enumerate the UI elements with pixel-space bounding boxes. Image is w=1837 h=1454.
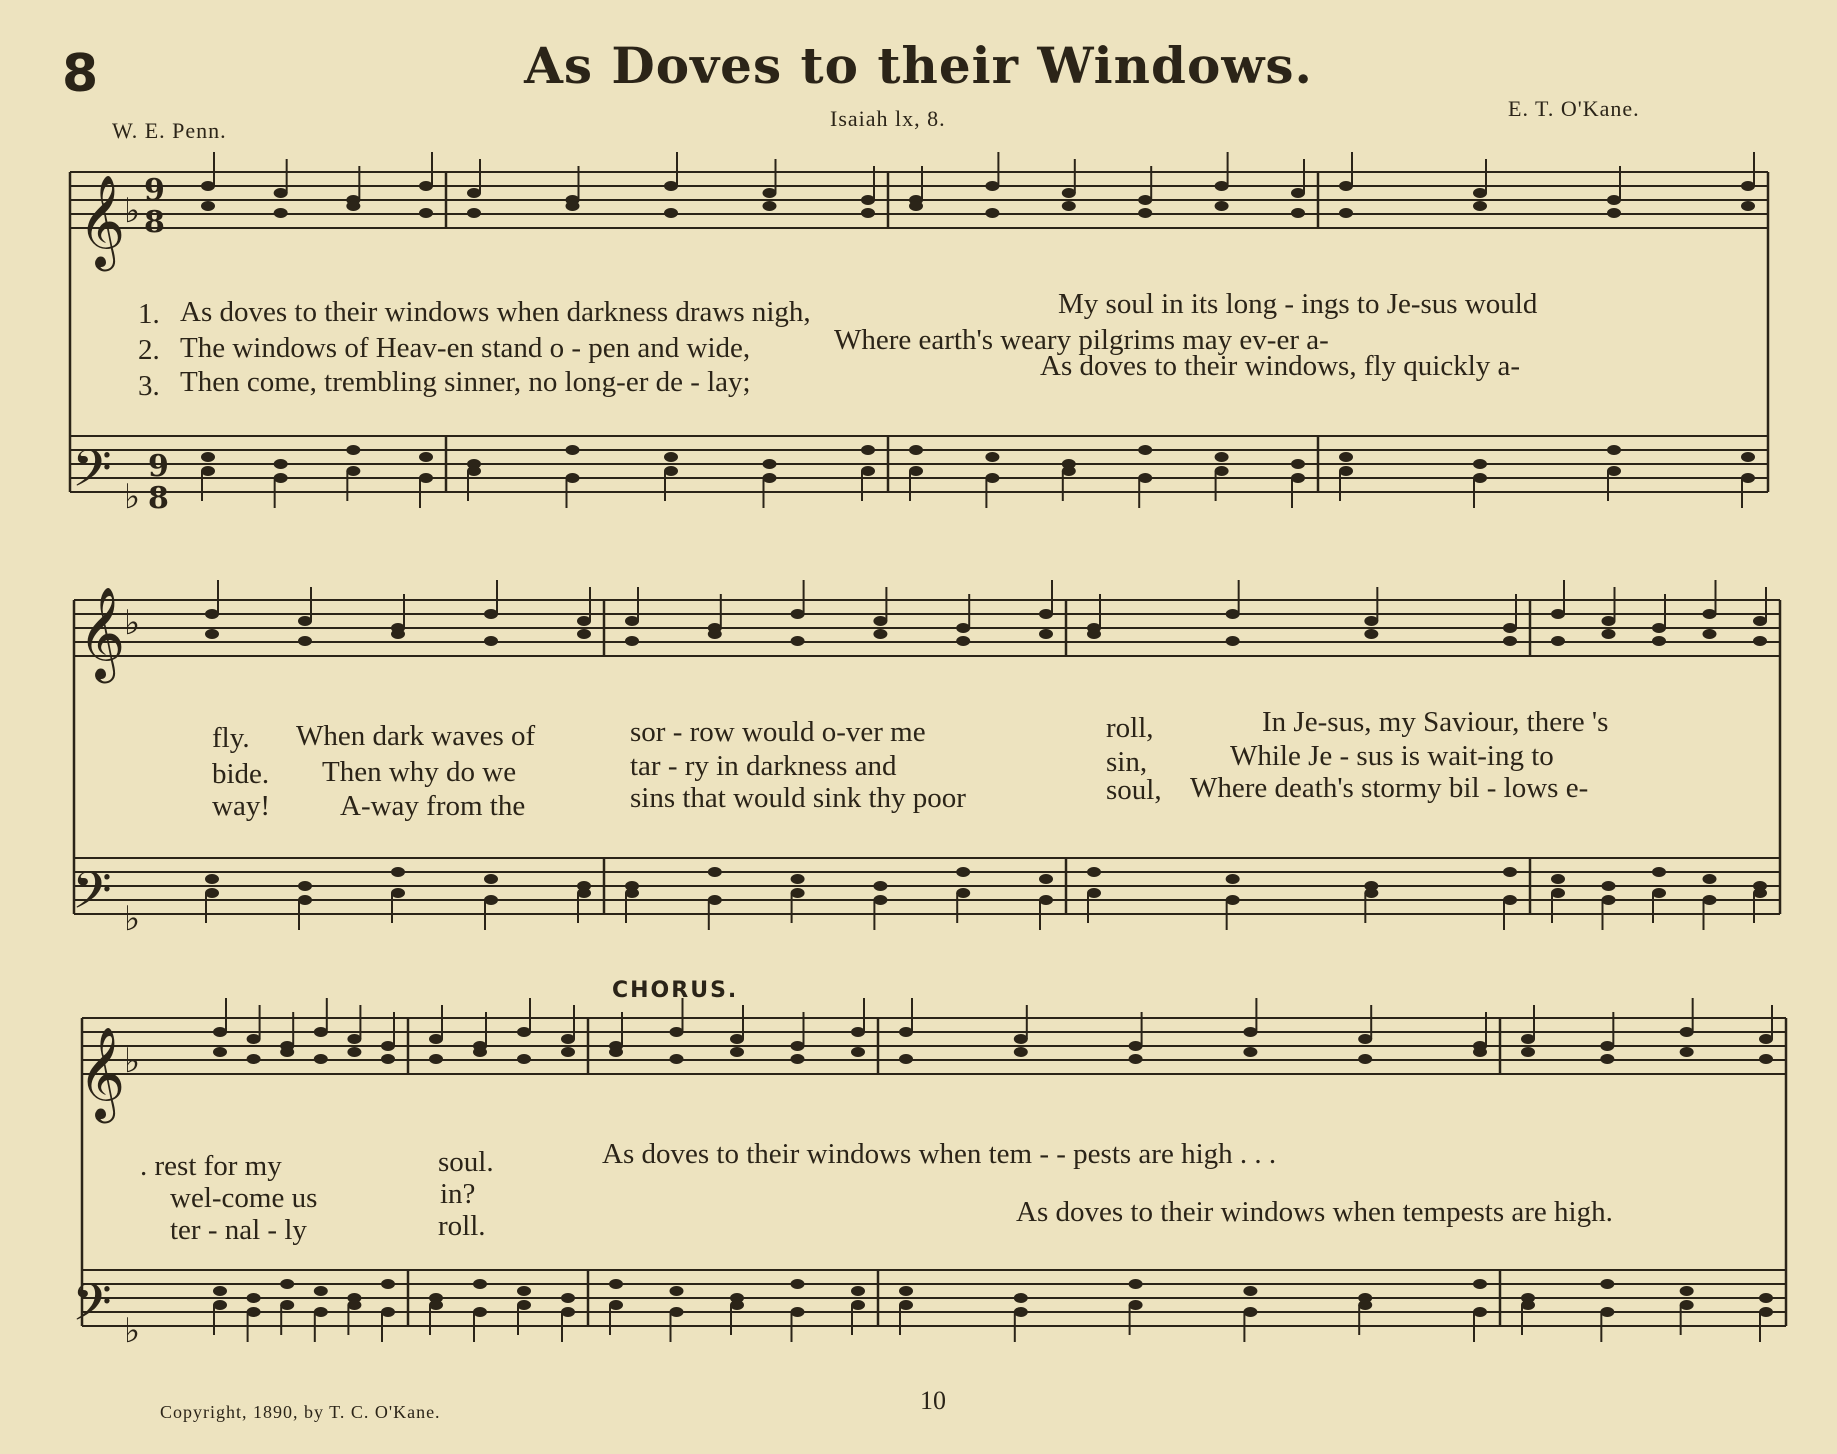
note-head	[1014, 1034, 1028, 1044]
note-head	[346, 445, 360, 455]
lyric-line: ter - nal - ly	[170, 1214, 307, 1246]
note-head	[1551, 888, 1565, 898]
note-head	[1607, 466, 1621, 476]
note-head	[1215, 201, 1229, 211]
note-head	[664, 181, 678, 191]
note-head	[1138, 445, 1152, 455]
note-head	[956, 867, 970, 877]
lyric-line: Then come, trembling sinner, no long-er de - lay;	[180, 366, 751, 398]
lyric-line: When dark waves of	[296, 720, 536, 752]
note-head	[1014, 1293, 1028, 1303]
note-head	[280, 1279, 294, 1289]
note-head	[1473, 1307, 1487, 1317]
note-head	[1652, 867, 1666, 877]
note-head	[213, 1300, 227, 1310]
note-head	[708, 629, 722, 639]
note-head	[1602, 616, 1616, 626]
note-head	[873, 629, 887, 639]
time-sig-top: 9	[144, 173, 165, 208]
note-head	[247, 1307, 261, 1317]
note-head	[213, 1286, 227, 1296]
note-head	[213, 1027, 227, 1037]
note-head	[625, 888, 639, 898]
note-head	[1062, 201, 1076, 211]
lyric-line: A-way from the	[340, 790, 526, 822]
note-head	[1703, 629, 1717, 639]
note-head	[473, 1047, 487, 1057]
note-head	[391, 867, 405, 877]
note-head	[956, 623, 970, 633]
bass-clef-icon: 𝄢	[72, 860, 112, 933]
note-head	[763, 201, 777, 211]
note-head	[298, 636, 312, 646]
note-head	[1521, 1300, 1535, 1310]
note-head	[1741, 201, 1755, 211]
note-head	[205, 629, 219, 639]
note-head	[1551, 609, 1565, 619]
lyric-line: sin,	[1106, 746, 1148, 778]
lyric-line: Then why do we	[322, 756, 517, 788]
verse-number: 1.	[138, 298, 160, 330]
note-head	[561, 1034, 575, 1044]
lyric-line: in?	[440, 1178, 476, 1210]
note-head	[1226, 636, 1240, 646]
note-head	[1473, 473, 1487, 483]
lyric-line: bide.	[212, 758, 270, 790]
note-head	[419, 473, 433, 483]
note-head	[467, 208, 481, 218]
note-head	[577, 616, 591, 626]
note-head	[956, 636, 970, 646]
note-head	[566, 473, 580, 483]
note-head	[1741, 181, 1755, 191]
note-head	[347, 1034, 361, 1044]
note-head	[429, 1034, 443, 1044]
note-head	[1014, 1047, 1028, 1057]
note-head	[985, 452, 999, 462]
note-head	[274, 188, 288, 198]
note-head	[1087, 888, 1101, 898]
note-head	[577, 888, 591, 898]
note-head	[1215, 181, 1229, 191]
note-head	[1339, 208, 1353, 218]
note-head	[1753, 888, 1767, 898]
note-head	[1039, 609, 1053, 619]
note-head	[664, 466, 678, 476]
note-head	[1602, 895, 1616, 905]
note-head	[1138, 195, 1152, 205]
lyric-line: The windows of Heav-en stand o - pen and wide,	[180, 332, 751, 364]
note-head	[1680, 1300, 1694, 1310]
note-head	[517, 1054, 531, 1064]
note-head	[391, 629, 405, 639]
lyric-line: As doves to their windows, fly quickly a-	[1040, 350, 1521, 382]
note-head	[956, 888, 970, 898]
note-head	[346, 201, 360, 211]
hymn-number: 8	[62, 44, 99, 104]
chorus-lyric-line: As doves to their windows when tempests are high.	[1016, 1196, 1613, 1228]
lyric-line: As doves to their windows when darkness draws nigh,	[180, 296, 811, 328]
note-head	[909, 201, 923, 211]
note-head	[298, 616, 312, 626]
note-head	[609, 1279, 623, 1289]
note-head	[985, 181, 999, 191]
note-head	[899, 1054, 913, 1064]
note-head	[201, 201, 215, 211]
lyric-line: wel-come us	[170, 1182, 318, 1214]
lyric-line: roll.	[438, 1210, 486, 1242]
note-head	[517, 1027, 531, 1037]
note-head	[1503, 623, 1517, 633]
note-head	[1473, 188, 1487, 198]
note-head	[561, 1047, 575, 1057]
note-head	[1339, 452, 1353, 462]
note-head	[1759, 1054, 1773, 1064]
note-head	[1521, 1047, 1535, 1057]
note-head	[429, 1300, 443, 1310]
note-head	[205, 609, 219, 619]
note-head	[730, 1300, 744, 1310]
note-head	[517, 1300, 531, 1310]
note-head	[1551, 636, 1565, 646]
note-head	[1364, 616, 1378, 626]
note-head	[1741, 452, 1755, 462]
time-sig-bottom: 8	[144, 205, 165, 240]
verse-number: 2.	[138, 334, 160, 366]
note-head	[670, 1054, 684, 1064]
note-head	[1138, 208, 1152, 218]
note-head	[1129, 1279, 1143, 1289]
note-head	[484, 874, 498, 884]
note-head	[429, 1054, 443, 1064]
note-head	[664, 452, 678, 462]
note-head	[1753, 616, 1767, 626]
verse-number: 3.	[138, 370, 160, 402]
note-head	[873, 881, 887, 891]
note-head	[247, 1034, 261, 1044]
note-head	[566, 445, 580, 455]
note-head	[899, 1286, 913, 1296]
note-head	[1215, 452, 1229, 462]
note-head	[1226, 874, 1240, 884]
note-head	[473, 1307, 487, 1317]
note-head	[851, 1047, 865, 1057]
note-head	[730, 1034, 744, 1044]
note-head	[1703, 895, 1717, 905]
note-head	[1607, 208, 1621, 218]
note-head	[899, 1300, 913, 1310]
note-head	[381, 1054, 395, 1064]
treble-clef-icon: 𝄞	[78, 174, 126, 267]
note-head	[274, 459, 288, 469]
note-head	[609, 1047, 623, 1057]
note-head	[1138, 473, 1152, 483]
note-head	[1473, 1279, 1487, 1289]
note-head	[851, 1300, 865, 1310]
note-head	[213, 1047, 227, 1057]
lyric-line: tar - ry in darkness and	[630, 750, 897, 782]
note-head	[625, 636, 639, 646]
lyric-line: roll,	[1106, 712, 1154, 744]
hymn-title: As Doves to their Windows.	[524, 36, 1313, 95]
note-head	[346, 466, 360, 476]
note-head	[1358, 1034, 1372, 1044]
note-head	[1652, 888, 1666, 898]
note-head	[985, 208, 999, 218]
note-head	[381, 1279, 395, 1289]
page-number: 10	[920, 1386, 946, 1415]
note-head	[1039, 629, 1053, 639]
note-head	[1129, 1300, 1143, 1310]
note-head	[1759, 1293, 1773, 1303]
note-head	[1473, 201, 1487, 211]
note-head	[1607, 445, 1621, 455]
chorus-label: CHORUS.	[612, 978, 739, 1003]
lyric-line: Where death's stormy bil - lows e-	[1190, 772, 1589, 804]
note-head	[1680, 1047, 1694, 1057]
note-head	[609, 1300, 623, 1310]
note-head	[1600, 1307, 1614, 1317]
note-head	[1243, 1286, 1257, 1296]
note-head	[201, 181, 215, 191]
note-head	[419, 208, 433, 218]
lyric-line: sins that would sink thy poor	[630, 782, 966, 814]
note-head	[1291, 459, 1305, 469]
note-head	[247, 1293, 261, 1303]
treble-clef-icon: 𝄞	[78, 586, 126, 679]
note-head	[381, 1307, 395, 1317]
note-head	[1358, 1054, 1372, 1064]
note-head	[708, 895, 722, 905]
note-head	[1521, 1034, 1535, 1044]
note-head	[1339, 466, 1353, 476]
lyric-line: soul,	[1106, 774, 1162, 806]
note-head	[1680, 1286, 1694, 1296]
note-head	[298, 881, 312, 891]
note-head	[730, 1047, 744, 1057]
note-head	[985, 473, 999, 483]
note-head	[1753, 636, 1767, 646]
note-head	[763, 473, 777, 483]
note-head	[1652, 623, 1666, 633]
note-head	[1129, 1041, 1143, 1051]
note-head	[1503, 867, 1517, 877]
flat-icon: ♭	[124, 899, 141, 939]
note-head	[566, 201, 580, 211]
note-head	[467, 466, 481, 476]
note-head	[247, 1054, 261, 1064]
flat-icon: ♭	[124, 1311, 141, 1351]
lyric-line: way!	[212, 790, 270, 822]
note-head	[861, 195, 875, 205]
scripture-reference: Isaiah lx, 8.	[830, 106, 946, 131]
note-head	[1551, 874, 1565, 884]
note-head	[274, 473, 288, 483]
note-head	[1215, 466, 1229, 476]
note-head	[298, 895, 312, 905]
bass-clef-icon: 𝄢	[72, 1272, 112, 1345]
note-head	[484, 636, 498, 646]
bass-clef-icon: 𝄢	[72, 438, 112, 511]
note-head	[873, 895, 887, 905]
note-head	[1503, 636, 1517, 646]
note-head	[909, 445, 923, 455]
note-head	[205, 874, 219, 884]
note-head	[1062, 466, 1076, 476]
note-head	[1600, 1041, 1614, 1051]
flat-icon: ♭	[124, 477, 141, 517]
note-head	[1602, 881, 1616, 891]
note-head	[664, 208, 678, 218]
flat-icon: ♭	[124, 191, 141, 231]
note-head	[1129, 1054, 1143, 1064]
chorus-lyric-line: As doves to their windows when tem - - pests are high . . .	[602, 1138, 1277, 1170]
note-head	[1062, 188, 1076, 198]
note-head	[314, 1307, 328, 1317]
note-head	[1759, 1034, 1773, 1044]
note-head	[561, 1293, 575, 1303]
note-head	[205, 888, 219, 898]
note-head	[791, 1307, 805, 1317]
note-head	[391, 888, 405, 898]
note-head	[1291, 473, 1305, 483]
note-head	[347, 1300, 361, 1310]
note-head	[473, 1279, 487, 1289]
note-head	[1087, 867, 1101, 877]
note-head	[1473, 1047, 1487, 1057]
note-head	[791, 609, 805, 619]
note-head	[1600, 1054, 1614, 1064]
note-head	[347, 1047, 361, 1057]
flat-icon: ♭	[124, 1041, 141, 1081]
note-head	[851, 1286, 865, 1296]
note-head	[899, 1027, 913, 1037]
note-head	[561, 1307, 575, 1317]
note-head	[314, 1054, 328, 1064]
note-head	[1358, 1300, 1372, 1310]
note-head	[625, 616, 639, 626]
lyric-line: . rest for my	[140, 1150, 282, 1182]
lyric-line: In Je-sus, my Saviour, there 's	[1262, 706, 1609, 738]
note-head	[791, 1054, 805, 1064]
lyric-line: fly.	[212, 722, 250, 754]
note-head	[861, 208, 875, 218]
note-head	[909, 466, 923, 476]
note-head	[791, 874, 805, 884]
note-head	[1602, 629, 1616, 639]
note-head	[1039, 874, 1053, 884]
note-head	[1607, 195, 1621, 205]
note-head	[791, 1279, 805, 1289]
note-head	[484, 609, 498, 619]
composer-credit: W. E. Penn.	[112, 118, 227, 143]
note-head	[1339, 181, 1353, 191]
note-head	[851, 1027, 865, 1037]
note-head	[670, 1286, 684, 1296]
note-head	[201, 466, 215, 476]
note-head	[791, 1041, 805, 1051]
lyric-line: While Je - sus is wait-ing to	[1230, 740, 1554, 772]
note-head	[201, 452, 215, 462]
author-credit: E. T. O'Kane.	[1508, 96, 1640, 121]
note-head	[314, 1286, 328, 1296]
note-head	[1243, 1047, 1257, 1057]
note-head	[1473, 459, 1487, 469]
lyric-line: My soul in its long - ings to Je-sus would	[1058, 288, 1538, 320]
note-head	[1364, 629, 1378, 639]
note-head	[1652, 636, 1666, 646]
time-sig-top: 9	[148, 449, 169, 484]
note-head	[1759, 1307, 1773, 1317]
note-head	[791, 636, 805, 646]
lyric-line: Where earth's weary pilgrims may ev-er a-	[834, 324, 1329, 356]
note-head	[577, 629, 591, 639]
time-sig-bottom: 8	[148, 481, 169, 516]
note-head	[1014, 1307, 1028, 1317]
note-head	[1087, 629, 1101, 639]
note-head	[670, 1307, 684, 1317]
note-head	[708, 867, 722, 877]
note-head	[1243, 1027, 1257, 1037]
note-head	[1291, 208, 1305, 218]
note-head	[274, 208, 288, 218]
note-head	[861, 445, 875, 455]
note-head	[280, 1300, 294, 1310]
note-head	[280, 1047, 294, 1057]
treble-clef-icon: 𝄞	[78, 1026, 126, 1119]
lyric-line: soul.	[438, 1146, 494, 1178]
note-head	[670, 1027, 684, 1037]
note-head	[517, 1286, 531, 1296]
note-head	[1703, 609, 1717, 619]
note-head	[467, 188, 481, 198]
note-head	[314, 1027, 328, 1037]
note-head	[1741, 473, 1755, 483]
lyric-line: sor - row would o-ver me	[630, 716, 926, 748]
note-head	[1291, 188, 1305, 198]
note-head	[1600, 1279, 1614, 1289]
note-head	[1680, 1027, 1694, 1037]
note-head	[1226, 895, 1240, 905]
note-head	[1039, 895, 1053, 905]
copyright-notice: Copyright, 1890, by T. C. O'Kane.	[160, 1402, 441, 1422]
note-head	[873, 616, 887, 626]
flat-icon: ♭	[124, 603, 141, 643]
note-head	[763, 188, 777, 198]
note-head	[861, 466, 875, 476]
note-head	[1226, 609, 1240, 619]
note-head	[419, 181, 433, 191]
note-head	[381, 1041, 395, 1051]
note-head	[419, 452, 433, 462]
note-head	[1503, 895, 1517, 905]
note-head	[484, 895, 498, 905]
note-head	[1703, 874, 1717, 884]
note-head	[791, 888, 805, 898]
note-head	[1243, 1307, 1257, 1317]
note-head	[763, 459, 777, 469]
note-head	[1364, 888, 1378, 898]
